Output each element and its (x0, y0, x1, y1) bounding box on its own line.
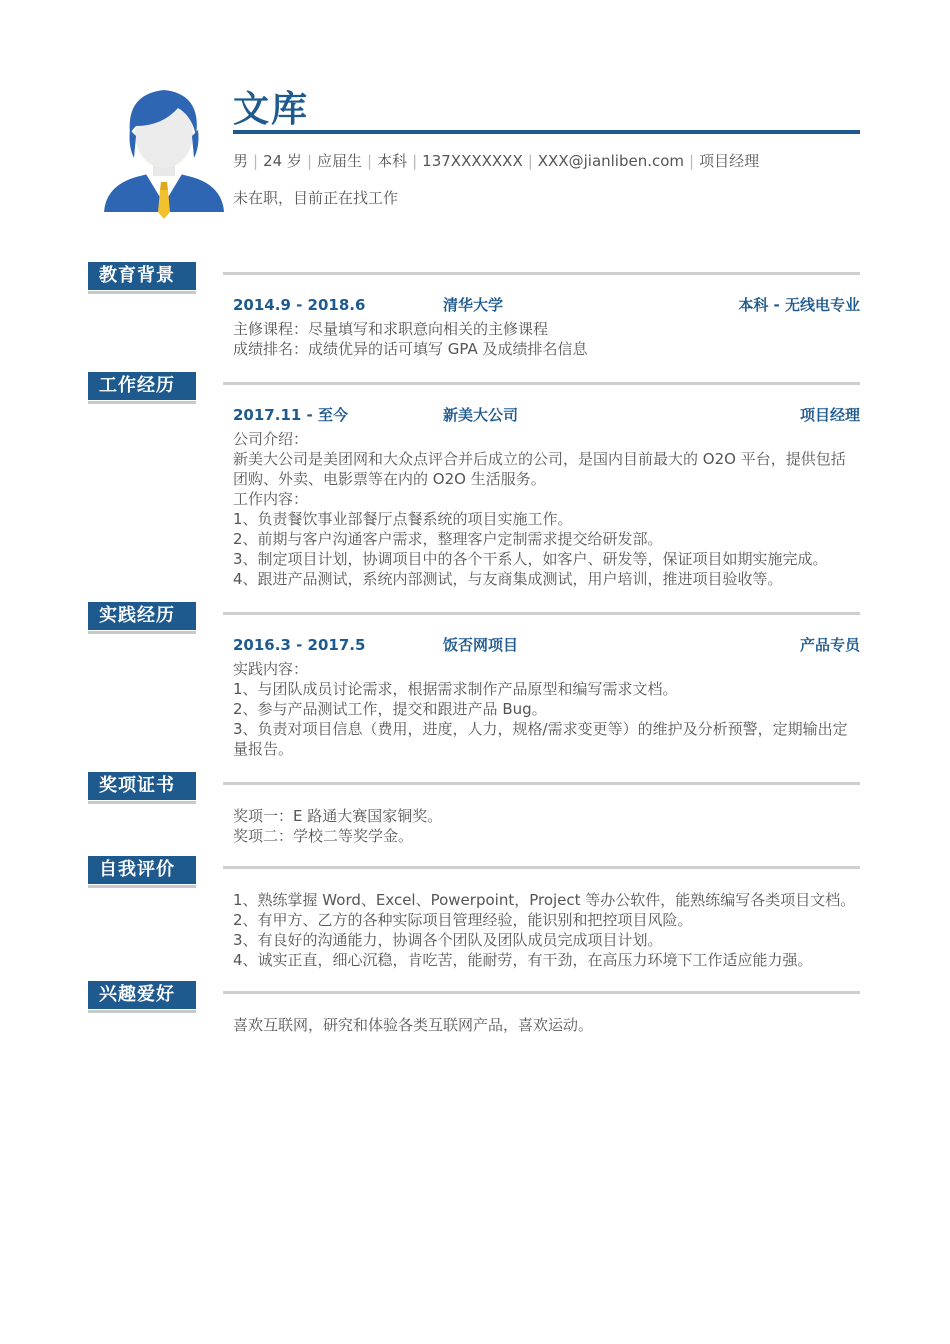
work-entry (233, 404, 860, 589)
info-target-position: 项目经理 (699, 152, 760, 170)
entry-header (233, 634, 860, 656)
hobby-line: 喜欢互联网，研究和体验各类互联网产品，喜欢运动。 (233, 1016, 594, 1034)
separator: | (253, 152, 259, 170)
entry-header (233, 404, 860, 426)
section-divider (223, 991, 860, 994)
detail-line: 4、跟进产品测试，系统内部测试，与友商集成测试，用户培训，推进项目验收等。 (233, 570, 783, 588)
section-title: 实践经历 (88, 602, 196, 630)
entry-details (233, 319, 860, 359)
info-degree: 本科 (377, 152, 408, 170)
section-title: 奖项证书 (88, 772, 196, 800)
section-title: 教育背景 (88, 262, 196, 290)
education-entry (233, 294, 860, 359)
entry-org: 清华大学 (443, 296, 504, 314)
entry-details (233, 429, 860, 589)
entry-date: 2016.3 - 2017.5 (233, 636, 366, 654)
evaluation-line: 4、诚实正直，细心沉稳，肯吃苦，能耐劳，有干劲，在高压力环境下工作适应能力强。 (233, 951, 813, 969)
evaluation-line: 2、有甲方、乙方的各种实际项目管理经验，能识别和把控项目风险。 (233, 911, 693, 929)
evaluation-line: 3、有良好的沟通能力，协调各个团队及团队成员完成项目计划。 (233, 931, 663, 949)
entry-date: 2017.11 - 至今 (233, 406, 348, 424)
self-evaluation-list (233, 890, 860, 970)
detail-line: 3、负责对项目信息（费用，进度，人力，规格/需求变更等）的维护及分析预警，定期输出定量报告。 (233, 720, 848, 758)
detail-line: 1、与团队成员讨论需求，根据需求制作产品原型和编写需求文档。 (233, 680, 678, 698)
detail-line: 3、制定项目计划，协调项目中的各个干系人，如客户、研发等，保证项目如期实施完成。 (233, 550, 828, 568)
entry-role: 产品专员 (799, 636, 860, 654)
entry-role: 本科 - 无线电专业 (738, 296, 860, 314)
evaluation-line: 1、熟练掌握 Word、Excel、Powerpoint，Project 等办公软件，能熟练编写各类项目文档。 (233, 891, 856, 909)
job-status: 未在职，目前正在找工作 (233, 189, 399, 207)
practice-entry (233, 634, 860, 759)
separator: | (306, 152, 312, 170)
award-line: 奖项二：学校二等奖学金。 (233, 827, 414, 845)
separator: | (689, 152, 695, 170)
separator: | (527, 152, 533, 170)
detail-line: 主修课程：尽量填写和求职意向相关的主修课程 (233, 320, 549, 338)
section-divider (223, 272, 860, 275)
section-title: 工作经历 (88, 372, 196, 400)
entry-date: 2014.9 - 2018.6 (233, 296, 366, 314)
entry-org: 新美大公司 (443, 406, 519, 424)
resume-name: 文库 (233, 89, 310, 130)
info-status: 应届生 (317, 152, 363, 170)
entry-role: 项目经理 (799, 406, 860, 424)
separator: | (412, 152, 418, 170)
name-divider (233, 130, 860, 134)
entry-header (233, 294, 860, 316)
detail-line: 成绩排名：成绩优异的话可填写 GPA 及成绩排名信息 (233, 340, 588, 358)
award-line: 奖项一：E 路通大赛国家铜奖。 (233, 807, 443, 825)
separator: | (367, 152, 373, 170)
section-title: 兴趣爱好 (88, 981, 196, 1009)
detail-line: 公司介绍： (233, 430, 309, 448)
info-email: XXX@jianliben.com (537, 152, 685, 170)
avatar (100, 86, 228, 222)
info-phone: 137XXXXXXX (422, 152, 523, 170)
detail-line: 实践内容： (233, 660, 309, 678)
hobbies-list (233, 1015, 860, 1035)
personal-info (233, 150, 759, 172)
info-gender: 男 (233, 152, 249, 170)
info-age: 24 岁 (263, 152, 302, 170)
section-divider (223, 382, 860, 385)
section-title: 自我评价 (88, 856, 196, 884)
detail-line: 新美大公司是美团网和大众点评合并后成立的公司，是国内目前最大的 O2O 平台，提供包括团购、外卖、电影票等在内的 O2O 生活服务。 (233, 450, 846, 488)
entry-org: 饭否网项目 (443, 636, 519, 654)
detail-line: 工作内容： (233, 490, 309, 508)
section-divider (223, 612, 860, 615)
detail-line: 2、参与产品测试工作，提交和跟进产品 Bug。 (233, 700, 547, 718)
detail-line: 2、前期与客户沟通客户需求，整理客户定制需求提交给研发部。 (233, 530, 663, 548)
section-divider (223, 782, 860, 785)
entry-details (233, 659, 860, 759)
detail-line: 1、负责餐饮事业部餐厅点餐系统的项目实施工作。 (233, 510, 573, 528)
section-divider (223, 866, 860, 869)
awards-list (233, 806, 860, 846)
person-avatar-icon (100, 86, 228, 222)
